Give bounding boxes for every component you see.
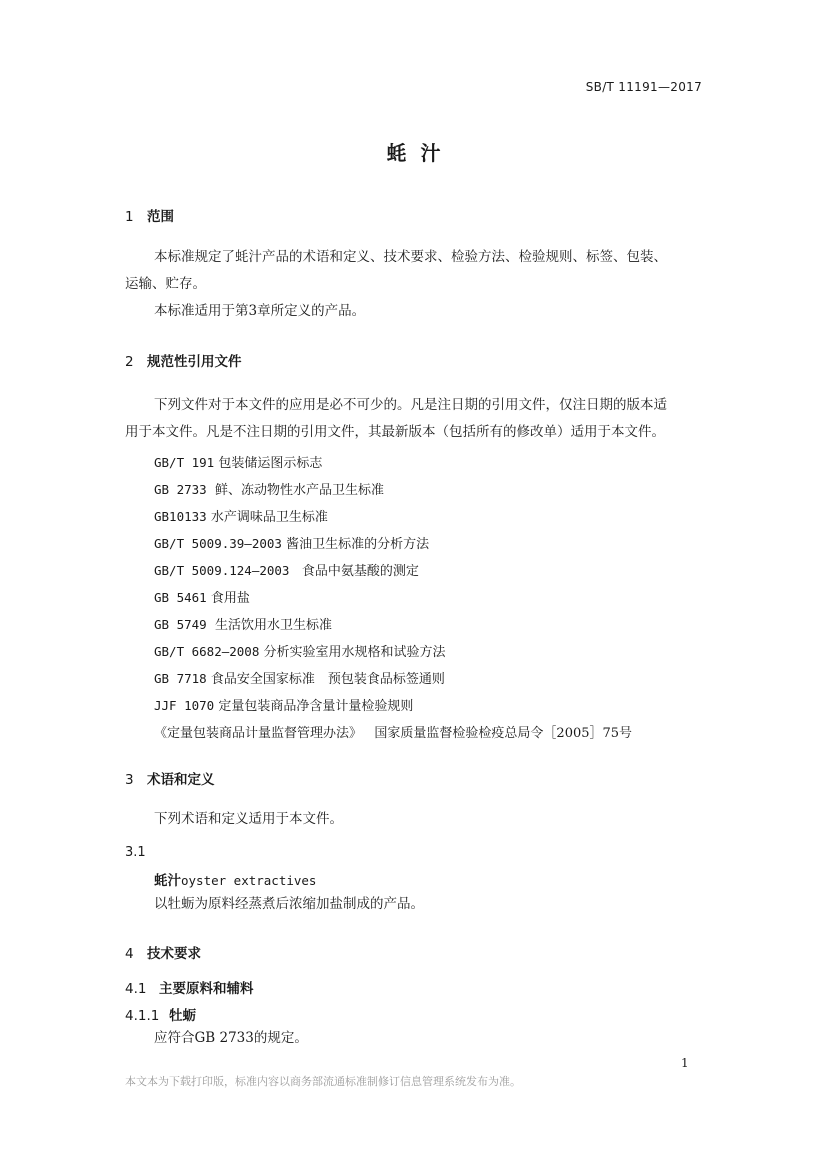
section-number: 1 <box>125 209 134 225</box>
section-number: 2 <box>125 354 134 370</box>
paragraph: 应符合GB 2733的规定。 <box>154 1030 308 1046</box>
subsection-title: 牡蛎 <box>169 1008 196 1024</box>
reference-item: GB/T 6682—2008 分析实验室用水规格和试验方法 <box>154 644 446 660</box>
reference-item: GB 5461 食用盐 <box>154 590 250 606</box>
paragraph: 下列术语和定义适用于本文件。 <box>154 811 343 827</box>
reference-item: GB 2733 鲜、冻动物性水产品卫生标准 <box>154 482 384 498</box>
section-2-heading <box>125 350 242 370</box>
reference-item: GB/T 191 包装储运图示标志 <box>154 455 323 471</box>
section-title: 术语和定义 <box>147 772 215 788</box>
section-3-heading <box>125 768 215 788</box>
paragraph: 运输、贮存。 <box>125 276 206 292</box>
term-number: 3.1 <box>125 845 146 860</box>
term-definition: 以牡蛎为原料经蒸煮后浓缩加盐制成的产品。 <box>154 896 424 912</box>
section-title: 范围 <box>147 209 174 225</box>
subsection-4-1-1-heading <box>125 1004 196 1024</box>
standard-code: SB/T 11191—2017 <box>585 80 702 94</box>
paragraph: 下列文件对于本文件的应用是必不可少的。凡是注日期的引用文件，仅注日期的版本适 <box>154 397 667 413</box>
paragraph: 本标准适用于第3章所定义的产品。 <box>154 303 366 319</box>
page-number: 1 <box>681 1056 689 1070</box>
document-title: 蚝汁 <box>386 141 455 165</box>
section-number: 3 <box>125 772 134 788</box>
section-1-heading <box>125 205 174 225</box>
paragraph: 用于本文件。凡是不注日期的引用文件，其最新版本（包括所有的修改单）适用于本文件。 <box>125 424 665 440</box>
reference-item: GB 7718 食品安全国家标准 预包装食品标签通则 <box>154 671 445 687</box>
reference-item: GB/T 5009.124—2003 食品中氨基酸的测定 <box>154 563 419 579</box>
section-4-heading <box>125 942 201 962</box>
reference-item: GB 5749 生活饮用水卫生标准 <box>154 617 332 633</box>
section-title: 技术要求 <box>147 946 201 962</box>
subsection-title: 主要原料和辅料 <box>159 981 254 997</box>
reference-item: JJF 1070 定量包装商品净含量计量检验规则 <box>154 698 414 714</box>
reference-item: GB10133 水产调味品卫生标准 <box>154 509 328 525</box>
subsection-number: 4.1 <box>125 981 147 997</box>
subsection-number: 4.1.1 <box>125 1008 160 1024</box>
section-title: 规范性引用文件 <box>147 354 242 370</box>
subsection-4-1-heading <box>125 977 254 997</box>
footer-note: 本文本为下载打印版，标准内容以商务部流通标准制修订信息管理系统发布为准。 <box>125 1075 521 1088</box>
section-number: 4 <box>125 946 134 962</box>
reference-item: 《定量包装商品计量监督管理办法》 国家质量监督检验检疫总局令［2005］75号 <box>154 726 633 741</box>
reference-item: GB/T 5009.39—2003 酱油卫生标准的分析方法 <box>154 536 430 552</box>
term-name: 蚝汁oyster extractives <box>154 873 317 889</box>
paragraph: 本标准规定了蚝汁产品的术语和定义、技术要求、检验方法、检验规则、标签、包装、 <box>154 249 667 265</box>
